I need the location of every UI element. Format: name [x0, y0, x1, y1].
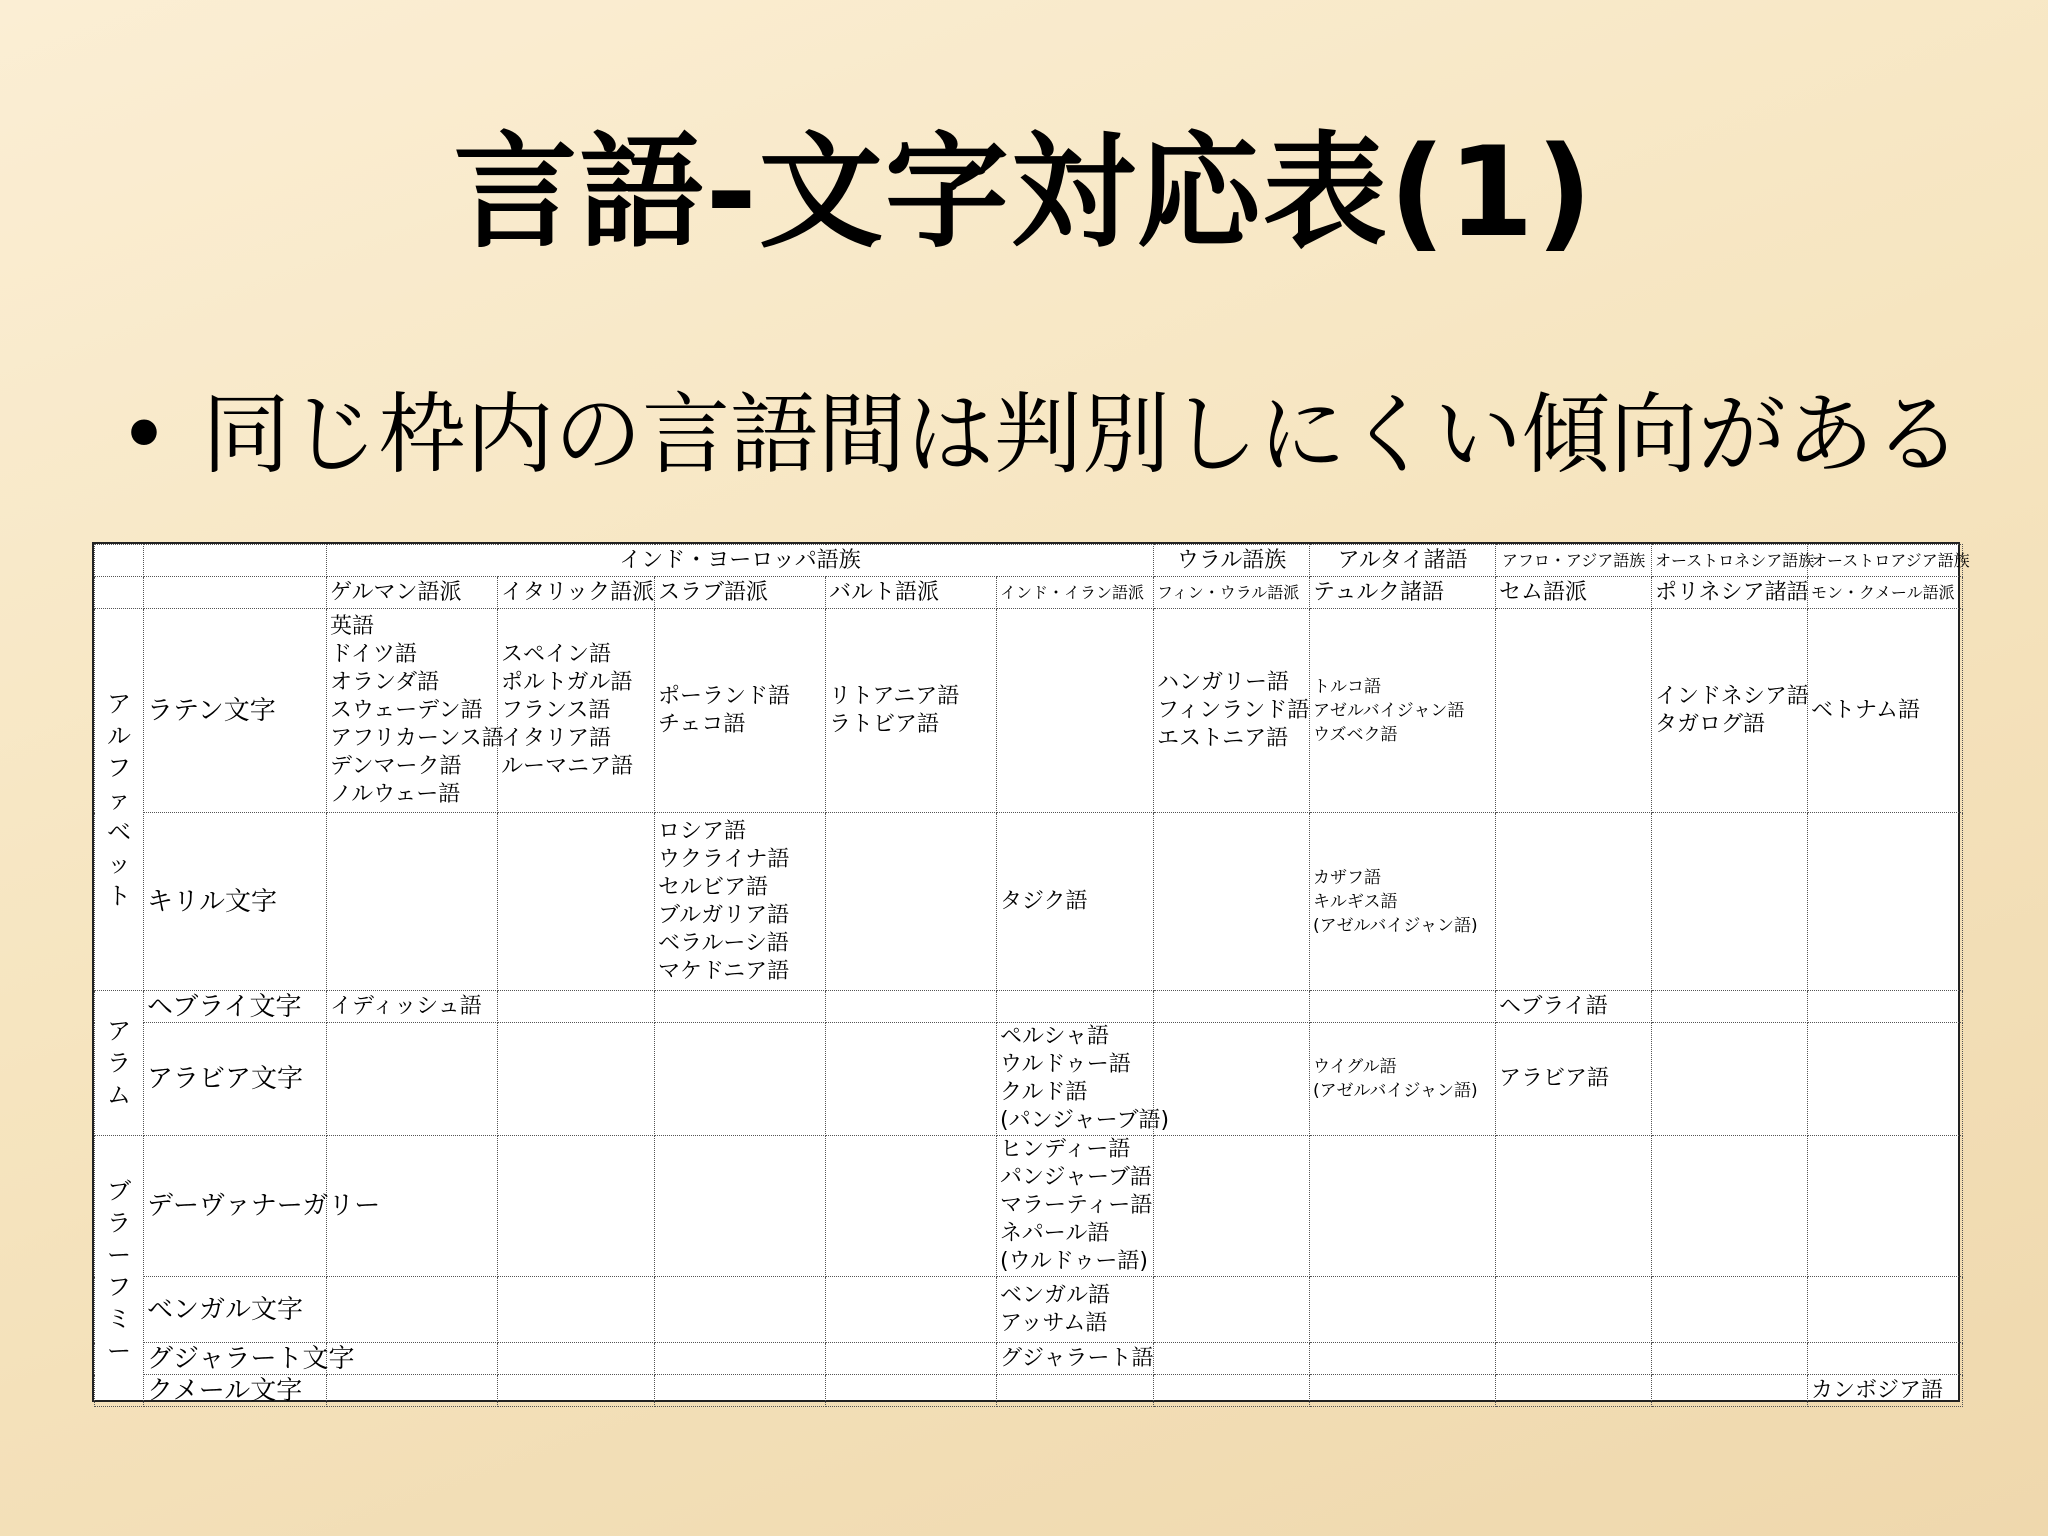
- cell-line: フ: [107, 1273, 131, 1301]
- cell-line: グジャラート語: [1000, 1345, 1154, 1371]
- cell-arabic-baltic: [826, 1023, 997, 1136]
- cell-line: リトアニア語: [829, 683, 960, 709]
- cell-line: アッサム語: [1000, 1310, 1108, 1336]
- cell-gujarati-semitic: [1496, 1343, 1652, 1375]
- cell-line: ア: [107, 689, 131, 718]
- cell-devanagari-indo-iranian: [997, 1136, 1154, 1277]
- cell-line: アラビア語: [1499, 1066, 1610, 1091]
- table-row: [95, 1343, 1963, 1375]
- cell-line: ベラルーシ語: [658, 930, 789, 956]
- cell-cyrillic-italic: [498, 813, 655, 991]
- cell-hebrew-uralic: [1154, 991, 1310, 1023]
- cell-line: クルド語: [1000, 1080, 1088, 1105]
- cell-line: (ウルドゥー語): [1000, 1249, 1148, 1274]
- cell-line: カザフ語: [1313, 867, 1382, 888]
- corner-cell: [95, 545, 144, 577]
- cell-line: ベンガル語: [1000, 1282, 1111, 1308]
- cell-devanagari-semitic: [1496, 1136, 1652, 1277]
- cell-khmer-polynesian: [1652, 1375, 1808, 1407]
- cell-line: キルギス語: [1313, 891, 1398, 912]
- cell-gujarati-mon-khmer: [1808, 1343, 1963, 1375]
- script-khmer: クメール文字: [144, 1375, 327, 1407]
- family-afro-asiatic: アフロ・アジア語族: [1496, 545, 1652, 577]
- cell-latin-mon-khmer: [1808, 609, 1963, 813]
- cell-line: インドネシア語: [1655, 683, 1809, 709]
- cell-line: (アゼルバイジャン語): [1313, 915, 1478, 936]
- branch-turkic: テュルク諸語: [1310, 577, 1496, 609]
- cell-line: イタリア語: [501, 725, 612, 751]
- cell-devanagari-baltic: [826, 1136, 997, 1277]
- branch-italic: イタリック語派: [498, 577, 655, 609]
- script-cyrillic: キリル文字: [144, 813, 327, 991]
- cell-gujarati-polynesian: [1652, 1343, 1808, 1375]
- cell-bengali-polynesian: [1652, 1277, 1808, 1343]
- script-arabic: アラビア文字: [144, 1023, 327, 1136]
- cell-hebrew-indo-iranian: [997, 991, 1154, 1023]
- cell-latin-semitic: [1496, 609, 1652, 813]
- cell-cyrillic-mon-khmer: [1808, 813, 1963, 991]
- table-row: [95, 813, 1963, 991]
- cell-latin-baltic: [826, 609, 997, 813]
- cell-arabic-italic: [498, 1023, 655, 1136]
- cell-line: ム: [107, 1081, 131, 1109]
- cell-arabic-germanic: [327, 1023, 498, 1136]
- table-row: [95, 1375, 1963, 1407]
- cell-line: ドイツ語: [330, 641, 417, 667]
- cell-bengali-italic: [498, 1277, 655, 1343]
- cell-line: フィンランド語: [1157, 697, 1310, 723]
- bullet-dot: •: [118, 383, 170, 486]
- cell-line: デンマーク語: [330, 753, 462, 779]
- bullet-text: 同じ枠内の言語間は判別しにくい傾向がある: [202, 383, 1963, 486]
- group-alphabet: [95, 609, 144, 991]
- cell-bengali-turkic: [1310, 1277, 1496, 1343]
- cell-line: ミ: [107, 1305, 131, 1333]
- table-row: [95, 991, 1963, 1023]
- cell-khmer-italic: [498, 1375, 655, 1407]
- cell-cyrillic-turkic: [1310, 813, 1496, 991]
- cell-hebrew-slavic: [655, 991, 826, 1023]
- branch-germanic: ゲルマン語派: [327, 577, 498, 609]
- table-row: [95, 609, 1963, 813]
- cell-cyrillic-uralic: [1154, 813, 1310, 991]
- cell-arabic-mon-khmer: [1808, 1023, 1963, 1136]
- cell-line: チェコ語: [658, 711, 746, 737]
- branch-indo-iranian: インド・イラン語派: [997, 577, 1154, 609]
- cell-arabic-semitic: [1496, 1023, 1652, 1136]
- cell-khmer-indo-iranian: [997, 1375, 1154, 1407]
- cell-hebrew-mon-khmer: [1808, 991, 1963, 1023]
- cell-line: (アゼルバイジャン語): [1313, 1081, 1478, 1101]
- cell-hebrew-turkic: [1310, 991, 1496, 1023]
- cell-line: ベトナム語: [1811, 697, 1920, 723]
- cell-line: タガログ語: [1655, 711, 1766, 737]
- cell-line: イディッシュ語: [330, 993, 482, 1019]
- cell-gujarati-uralic: [1154, 1343, 1310, 1375]
- script-gujarati: グジャラート文字: [144, 1343, 327, 1375]
- family-indo-european: インド・ヨーロッパ語族: [327, 545, 1154, 577]
- cell-hebrew-baltic: [826, 991, 997, 1023]
- branch-slavic: スラブ語派: [655, 577, 826, 609]
- cell-gujarati-italic: [498, 1343, 655, 1375]
- cell-line: カンボジア語: [1811, 1377, 1944, 1403]
- script-devanagari: デーヴァナーガリー: [144, 1136, 327, 1277]
- branch-semitic: セム語派: [1496, 577, 1652, 609]
- cell-hebrew-italic: [498, 991, 655, 1023]
- cell-line: パンジャーブ語: [1000, 1165, 1152, 1190]
- cell-line: アフリカーンス語: [330, 725, 504, 751]
- cell-latin-italic: [498, 609, 655, 813]
- table-row: [95, 1136, 1963, 1277]
- cell-cyrillic-polynesian: [1652, 813, 1808, 991]
- cell-line: ト: [107, 881, 131, 910]
- cell-devanagari-mon-khmer: [1808, 1136, 1963, 1277]
- cell-line: ウイグル語: [1313, 1057, 1397, 1077]
- cell-bengali-semitic: [1496, 1277, 1652, 1343]
- cell-latin-uralic: [1154, 609, 1310, 813]
- cell-khmer-germanic: [327, 1375, 498, 1407]
- cell-line: フランス語: [501, 697, 611, 723]
- cell-line: ー: [107, 1337, 131, 1365]
- cell-line: マラーティー語: [1000, 1193, 1153, 1218]
- cell-line: ペルシャ語: [1000, 1024, 1110, 1049]
- cell-line: ノルウェー語: [330, 781, 461, 807]
- cell-devanagari-polynesian: [1652, 1136, 1808, 1277]
- cell-line: ル: [107, 721, 131, 750]
- branch-finno-ugric: フィン・ウラル語派: [1154, 577, 1310, 609]
- family-austroasiatic: オーストロアジア語族: [1808, 545, 1963, 577]
- cell-bengali-uralic: [1154, 1277, 1310, 1343]
- group-brahmi: [95, 1136, 144, 1407]
- cell-arabic-turkic: [1310, 1023, 1496, 1136]
- cell-line: 英語: [330, 613, 375, 639]
- cell-line: ベ: [107, 817, 131, 846]
- family-header-row: [95, 545, 1963, 577]
- cell-line: ルーマニア語: [501, 753, 634, 779]
- cell-line: ポルトガル語: [501, 669, 633, 695]
- branch-header-row: [95, 577, 1963, 609]
- cell-line: ヒンディー語: [1000, 1137, 1131, 1162]
- cell-line: ア: [107, 1017, 131, 1045]
- cell-line: タジク語: [1000, 888, 1088, 914]
- script-bengali: ベンガル文字: [144, 1277, 327, 1343]
- cell-line: (パンジャーブ語): [1000, 1108, 1170, 1133]
- cell-cyrillic-slavic: [655, 813, 826, 991]
- cell-arabic-indo-iranian: [997, 1023, 1170, 1136]
- script-latin: ラテン文字: [144, 609, 327, 813]
- cell-line: ァ: [107, 785, 131, 814]
- cell-hebrew-polynesian: [1652, 991, 1808, 1023]
- corner-cell: [144, 577, 327, 609]
- language-script-table: [92, 542, 1970, 1406]
- cell-devanagari-slavic: [655, 1136, 826, 1277]
- cell-line: セルビア語: [658, 874, 769, 900]
- cell-cyrillic-germanic: [327, 813, 498, 991]
- cell-line: ハンガリー語: [1157, 669, 1290, 695]
- cell-line: トルコ語: [1313, 676, 1382, 697]
- cell-gujarati-baltic: [826, 1343, 997, 1375]
- cell-line: ウクライナ語: [658, 846, 790, 872]
- cell-khmer-uralic: [1154, 1375, 1310, 1407]
- cell-line: ッ: [107, 849, 131, 878]
- cell-line: ブ: [107, 1177, 131, 1205]
- cell-bengali-germanic: [327, 1277, 498, 1343]
- cell-cyrillic-indo-iranian: [997, 813, 1154, 991]
- branch-polynesian: ポリネシア諸語: [1652, 577, 1808, 609]
- cell-gujarati-turkic: [1310, 1343, 1496, 1375]
- cell-cyrillic-baltic: [826, 813, 997, 991]
- cell-line: エストニア語: [1157, 725, 1289, 751]
- cell-latin-turkic: [1310, 609, 1496, 813]
- bullet-point: [118, 380, 1962, 490]
- slide-title: 言語-文字対応表(1): [453, 121, 1595, 265]
- cell-line: ラ: [107, 1049, 131, 1077]
- script-hebrew: ヘブライ文字: [144, 991, 327, 1023]
- cell-line: ウルドゥー語: [1000, 1052, 1131, 1077]
- cell-cyrillic-semitic: [1496, 813, 1652, 991]
- cell-line: スウェーデン語: [330, 697, 483, 723]
- family-austronesian: オーストロネシア語族: [1652, 545, 1808, 577]
- cell-line: ウズベク語: [1313, 724, 1398, 745]
- cell-latin-slavic: [655, 609, 826, 813]
- cell-line: アゼルバイジャン語: [1313, 700, 1465, 721]
- cell-bengali-slavic: [655, 1277, 826, 1343]
- cell-bengali-indo-iranian: [997, 1277, 1154, 1343]
- cell-devanagari-italic: [498, 1136, 655, 1277]
- cell-gujarati-slavic: [655, 1343, 826, 1375]
- cell-line: ヘブライ語: [1499, 993, 1608, 1019]
- branch-baltic: バルト語派: [826, 577, 997, 609]
- cell-line: マケドニア語: [658, 958, 790, 984]
- cell-line: スペイン語: [501, 641, 612, 667]
- corner-cell: [144, 545, 327, 577]
- cell-hebrew-semitic: [1496, 991, 1652, 1023]
- cell-latin-indo-iranian: [997, 609, 1154, 813]
- family-uralic: ウラル語族: [1154, 545, 1310, 577]
- cell-arabic-uralic: [1154, 1023, 1310, 1136]
- cell-line: ラ: [107, 1209, 131, 1237]
- cell-hebrew-germanic: [327, 991, 498, 1023]
- cell-line: ネパール語: [1000, 1221, 1110, 1246]
- branch-mon-khmer: モン・クメール語派: [1808, 577, 1963, 609]
- cell-line: ポーランド語: [658, 683, 791, 709]
- cell-khmer-mon-khmer: [1808, 1375, 1963, 1407]
- cell-khmer-slavic: [655, 1375, 826, 1407]
- cell-devanagari-uralic: [1154, 1136, 1310, 1277]
- family-altaic: アルタイ諸語: [1310, 545, 1496, 577]
- cell-line: ラトビア語: [829, 711, 940, 737]
- cell-line: フ: [107, 753, 131, 782]
- cell-arabic-slavic: [655, 1023, 826, 1136]
- cell-latin-polynesian: [1652, 609, 1808, 813]
- cell-arabic-polynesian: [1652, 1023, 1808, 1136]
- cell-khmer-baltic: [826, 1375, 997, 1407]
- cell-devanagari-turkic: [1310, 1136, 1496, 1277]
- cell-khmer-semitic: [1496, 1375, 1652, 1407]
- cell-bengali-mon-khmer: [1808, 1277, 1963, 1343]
- cell-gujarati-indo-iranian: [997, 1343, 1154, 1375]
- cell-khmer-turkic: [1310, 1375, 1496, 1407]
- group-aram: [95, 991, 144, 1136]
- cell-line: オランダ語: [330, 669, 440, 695]
- cell-line: ー: [107, 1241, 131, 1269]
- corner-cell: [95, 577, 144, 609]
- table-row: [95, 1277, 1963, 1343]
- cell-bengali-baltic: [826, 1277, 997, 1343]
- cell-latin-germanic: [327, 609, 504, 813]
- table-row: [95, 1023, 1963, 1136]
- cell-line: ブルガリア語: [658, 902, 790, 928]
- cell-line: ロシア語: [658, 818, 747, 844]
